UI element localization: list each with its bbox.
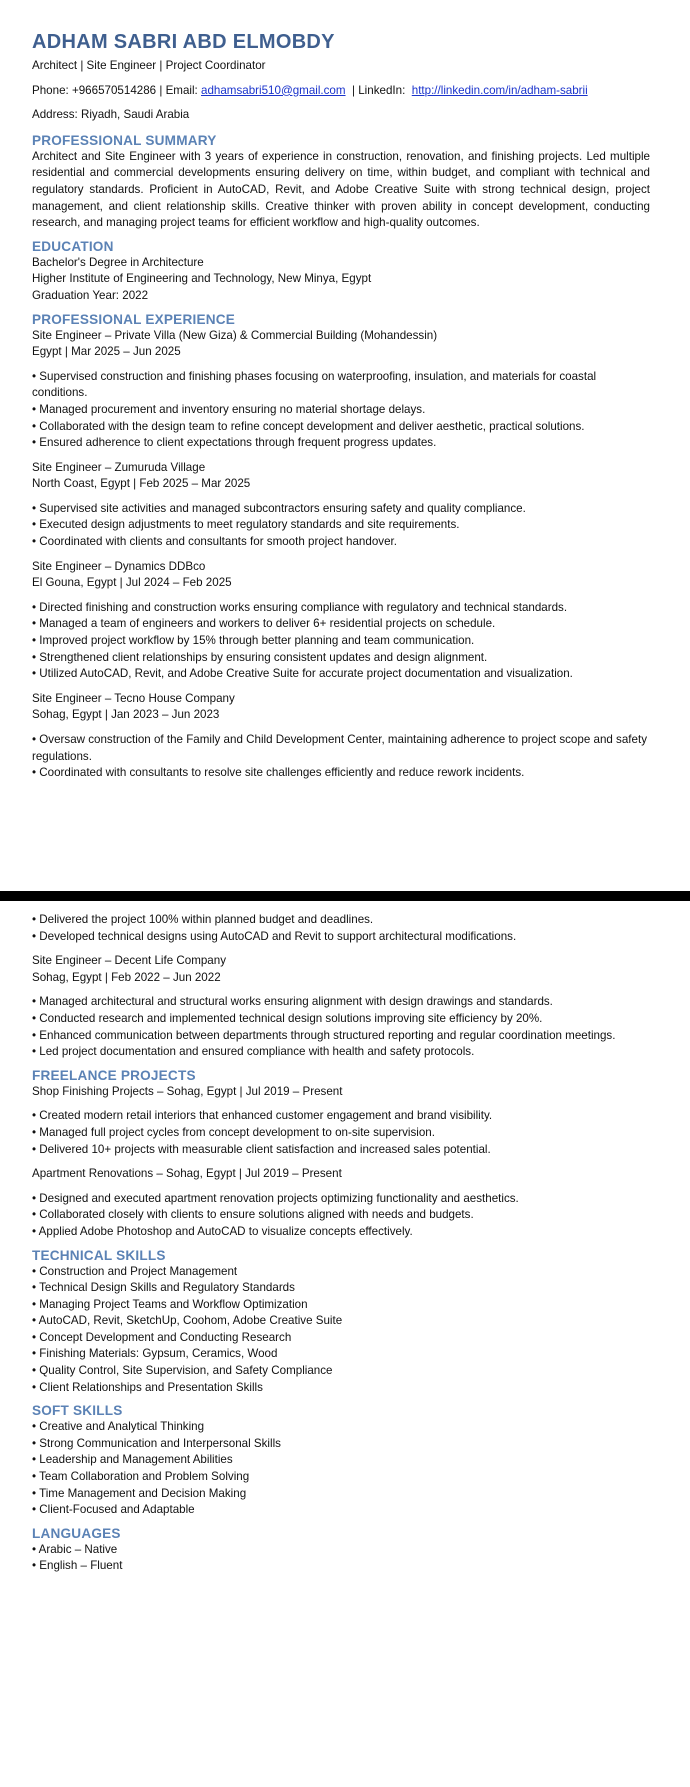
job-title: Site Engineer – Tecno House Company [32, 691, 235, 705]
list-item: • Collaborated with the design team to refine concept development and deliver aesthetic, practical solutions. [32, 419, 650, 436]
summary-text: Architect and Site Engineer with 3 years of experience in construction, renovation, and finishing projects. Led multiple residential and commercial developments ensuring delivery on time, within budget, and compliant with technical and regulatory standards. Proficient in AutoCAD, Revit, and Adobe Creative Suite with strong technical design, project management, and client relationship skills. Creative thinker with proven ability in concept development, conducting research, and managing project teams for efficient workflow and high-quality outcomes. [32, 149, 650, 230]
project-title: Shop Finishing Projects – Sohag, Egypt | Jul 2019 – Present [32, 1084, 343, 1098]
job-meta: Egypt | Mar 2025 – Jun 2025 [32, 345, 181, 359]
list-item: • Strengthened client relationships by ensuring consistent updates and design alignment. [32, 650, 650, 667]
list-item: • Finishing Materials: Gypsum, Ceramics, Wood [32, 1346, 650, 1363]
education-year: Graduation Year: 2022 [32, 288, 149, 302]
job-bullets [32, 994, 650, 1060]
list-item: • Technical Design Skills and Regulatory Standards [32, 1280, 650, 1297]
list-item: • Managed procurement and inventory ensuring no material shortage delays. [32, 402, 650, 419]
list-item: • Construction and Project Management [32, 1264, 650, 1281]
experience-heading: PROFESSIONAL EXPERIENCE [32, 311, 236, 327]
list-item: • Coordinated with consultants to resolve site challenges efficiently and reduce rework incidents. [32, 765, 650, 782]
list-item: • Oversaw construction of the Family and Child Development Center, maintaining adherence to project scope and safety regulations. [32, 732, 650, 765]
list-item: • Leadership and Management Abilities [32, 1452, 650, 1469]
soft-skills-list [32, 1419, 650, 1519]
linkedin-link[interactable]: http://linkedin.com/in/adham-sabrii [411, 83, 588, 97]
list-item: • Led project documentation and ensured compliance with health and safety protocols. [32, 1044, 650, 1061]
job-title: Site Engineer – Zumuruda Village [32, 460, 206, 474]
list-item: • AutoCAD, Revit, SketchUp, Coohom, Adobe Creative Suite [32, 1313, 650, 1330]
resume-page-2 [0, 901, 690, 1787]
project-bullets [32, 1191, 650, 1241]
job-title: Site Engineer – Decent Life Company [32, 954, 226, 968]
page-divider [0, 891, 690, 901]
list-item: • Creative and Analytical Thinking [32, 1419, 650, 1436]
contact-line [32, 83, 650, 100]
list-item: • Executed design adjustments to meet regulatory standards and site requirements. [32, 517, 650, 534]
email-link[interactable]: adhamsabri510@gmail.com [201, 83, 346, 97]
list-item: • Team Collaboration and Problem Solving [32, 1469, 650, 1486]
list-item: • Conducted research and implemented technical design solutions improving site efficiency by 20%. [32, 1011, 650, 1028]
list-item: • Directed finishing and construction works ensuring compliance with regulatory and technical standards. [32, 600, 650, 617]
list-item: • Created modern retail interiors that enhanced customer engagement and brand visibility. [32, 1108, 650, 1125]
job-meta: El Gouna, Egypt | Jul 2024 – Feb 2025 [32, 576, 232, 590]
list-item: • Strong Communication and Interpersonal Skills [32, 1436, 650, 1453]
candidate-name: ADHAM SABRI ABD ELMOBDY [32, 31, 335, 53]
summary-heading: PROFESSIONAL SUMMARY [32, 132, 217, 148]
job-meta: Sohag, Egypt | Jan 2023 – Jun 2023 [32, 708, 220, 722]
list-item: • English – Fluent [32, 1558, 650, 1575]
technical-skills-list [32, 1264, 650, 1397]
job-title: Site Engineer – Dynamics DDBco [32, 559, 206, 573]
list-item: • Developed technical designs using AutoCAD and Revit to support architectural modifications. [32, 929, 650, 946]
job-bullets-continued [32, 912, 650, 945]
job-meta: Sohag, Egypt | Feb 2022 – Jun 2022 [32, 970, 221, 984]
education-heading: EDUCATION [32, 238, 114, 254]
job-meta: North Coast, Egypt | Feb 2025 – Mar 2025 [32, 477, 251, 491]
list-item: • Supervised site activities and managed subcontractors ensuring safety and quality compliance. [32, 501, 650, 518]
education-degree: Bachelor's Degree in Architecture [32, 255, 204, 269]
tagline: Architect | Site Engineer | Project Coordinator [32, 59, 266, 72]
list-item: • Concept Development and Conducting Research [32, 1330, 650, 1347]
soft-skills-heading: SOFT SKILLS [32, 1403, 123, 1419]
list-item: • Collaborated closely with clients to ensure solutions aligned with needs and budgets. [32, 1207, 650, 1224]
languages-list [32, 1542, 650, 1575]
project-bullets [32, 1108, 650, 1158]
education-school: Higher Institute of Engineering and Technology, New Minya, Egypt [32, 272, 372, 286]
job-title: Site Engineer – Private Villa (New Giza) & Commercial Building (Mohandessin) [32, 328, 438, 342]
list-item: • Delivered the project 100% within planned budget and deadlines. [32, 912, 650, 929]
list-item: • Ensured adherence to client expectations through frequent progress updates. [32, 435, 650, 452]
list-item: • Managed a team of engineers and workers to deliver 6+ residential projects on schedule. [32, 616, 650, 633]
job-bullets [32, 501, 650, 551]
list-item: • Delivered 10+ projects with measurable client satisfaction and increased sales potential. [32, 1142, 650, 1159]
list-item: • Client Relationships and Presentation Skills [32, 1380, 650, 1397]
list-item: • Designed and executed apartment renovation projects optimizing functionality and aesthetics. [32, 1191, 650, 1208]
list-item: • Time Management and Decision Making [32, 1486, 650, 1503]
languages-heading: LANGUAGES [32, 1525, 121, 1541]
technical-skills-heading: TECHNICAL SKILLS [32, 1247, 166, 1263]
list-item: • Client-Focused and Adaptable [32, 1502, 650, 1519]
list-item: • Enhanced communication between departments through structured reporting and regular coordination meetings. [32, 1028, 650, 1045]
list-item: • Managed architectural and structural works ensuring alignment with design drawings and standards. [32, 994, 650, 1011]
job-bullets [32, 732, 650, 782]
list-item: • Managed full project cycles from concept development to on-site supervision. [32, 1125, 650, 1142]
list-item: • Improved project workflow by 15% through better planning and team communication. [32, 633, 650, 650]
list-item: • Managing Project Teams and Workflow Optimization [32, 1297, 650, 1314]
list-item: • Applied Adobe Photoshop and AutoCAD to visualize concepts effectively. [32, 1224, 650, 1241]
phone-label: Phone: +966570514286 | Email: [32, 83, 198, 97]
linkedin-label: | LinkedIn: [352, 83, 406, 97]
list-item: • Coordinated with clients and consultants for smooth project handover. [32, 534, 650, 551]
freelance-heading: FREELANCE PROJECTS [32, 1067, 196, 1083]
address: Address: Riyadh, Saudi Arabia [32, 108, 190, 122]
list-item: • Supervised construction and finishing phases focusing on waterproofing, insulation, and materials for coastal conditions. [32, 369, 650, 402]
job-bullets [32, 369, 650, 452]
job-bullets [32, 600, 650, 683]
list-item: • Utilized AutoCAD, Revit, and Adobe Creative Suite for accurate project documentation and visualization. [32, 666, 650, 683]
resume-page-1 [0, 0, 690, 891]
list-item: • Quality Control, Site Supervision, and Safety Compliance [32, 1363, 650, 1380]
project-title: Apartment Renovations – Sohag, Egypt | Jul 2019 – Present [32, 1167, 342, 1181]
list-item: • Arabic – Native [32, 1542, 650, 1559]
